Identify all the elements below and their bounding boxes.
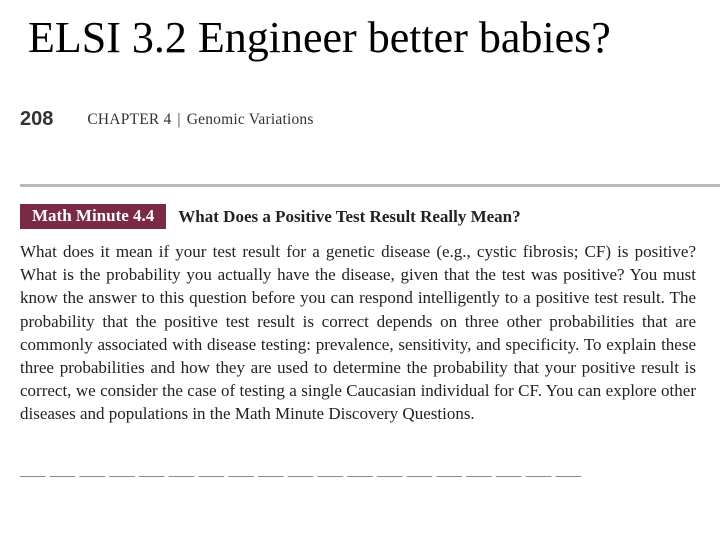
cut-off-text: ___ ___ ___ ___ ___ ___ ___ ___ ___ ___ ___ ___ ___ ___ ___ ___ ___ ___ ___	[20, 460, 581, 479]
chapter-number: CHAPTER 4	[87, 110, 172, 128]
textbook-page-image	[20, 100, 720, 479]
header-rule	[20, 184, 720, 187]
section-name: Genomic Variations	[186, 110, 314, 128]
body-paragraph: What does it mean if your test result for a genetic disease (e.g., cystic fibrosis; CF) is positive? What is the probability you actually have the disease, given that the test was positive? You must know the answer to this question before you can respond intelligently to a positive test result. The probability that the positive test result is correct depends on three other probabilities that are commonly associated with disease testing: prevalence, sensitivity, and specificity. To explain these three probabilities and how they are used to determine the probability that your positive result is correct, we consider the case of testing a single Caucasian individual for CF. You can explore other diseases and populations in the Math Minute Discovery Questions.	[20, 242, 696, 424]
math-minute-label: Math Minute 4.4	[20, 204, 166, 229]
chapter-separator: |	[177, 110, 181, 128]
math-minute-title: What Does a Positive Test Result Really Mean?	[178, 206, 521, 226]
chapter-label	[87, 111, 313, 129]
running-head	[20, 108, 314, 132]
slide-title: ELSI 3.2 Engineer better babies?	[28, 13, 611, 62]
math-minute-header	[20, 204, 521, 229]
page-number: 208	[20, 108, 54, 130]
cut-off-text-line	[20, 452, 680, 479]
